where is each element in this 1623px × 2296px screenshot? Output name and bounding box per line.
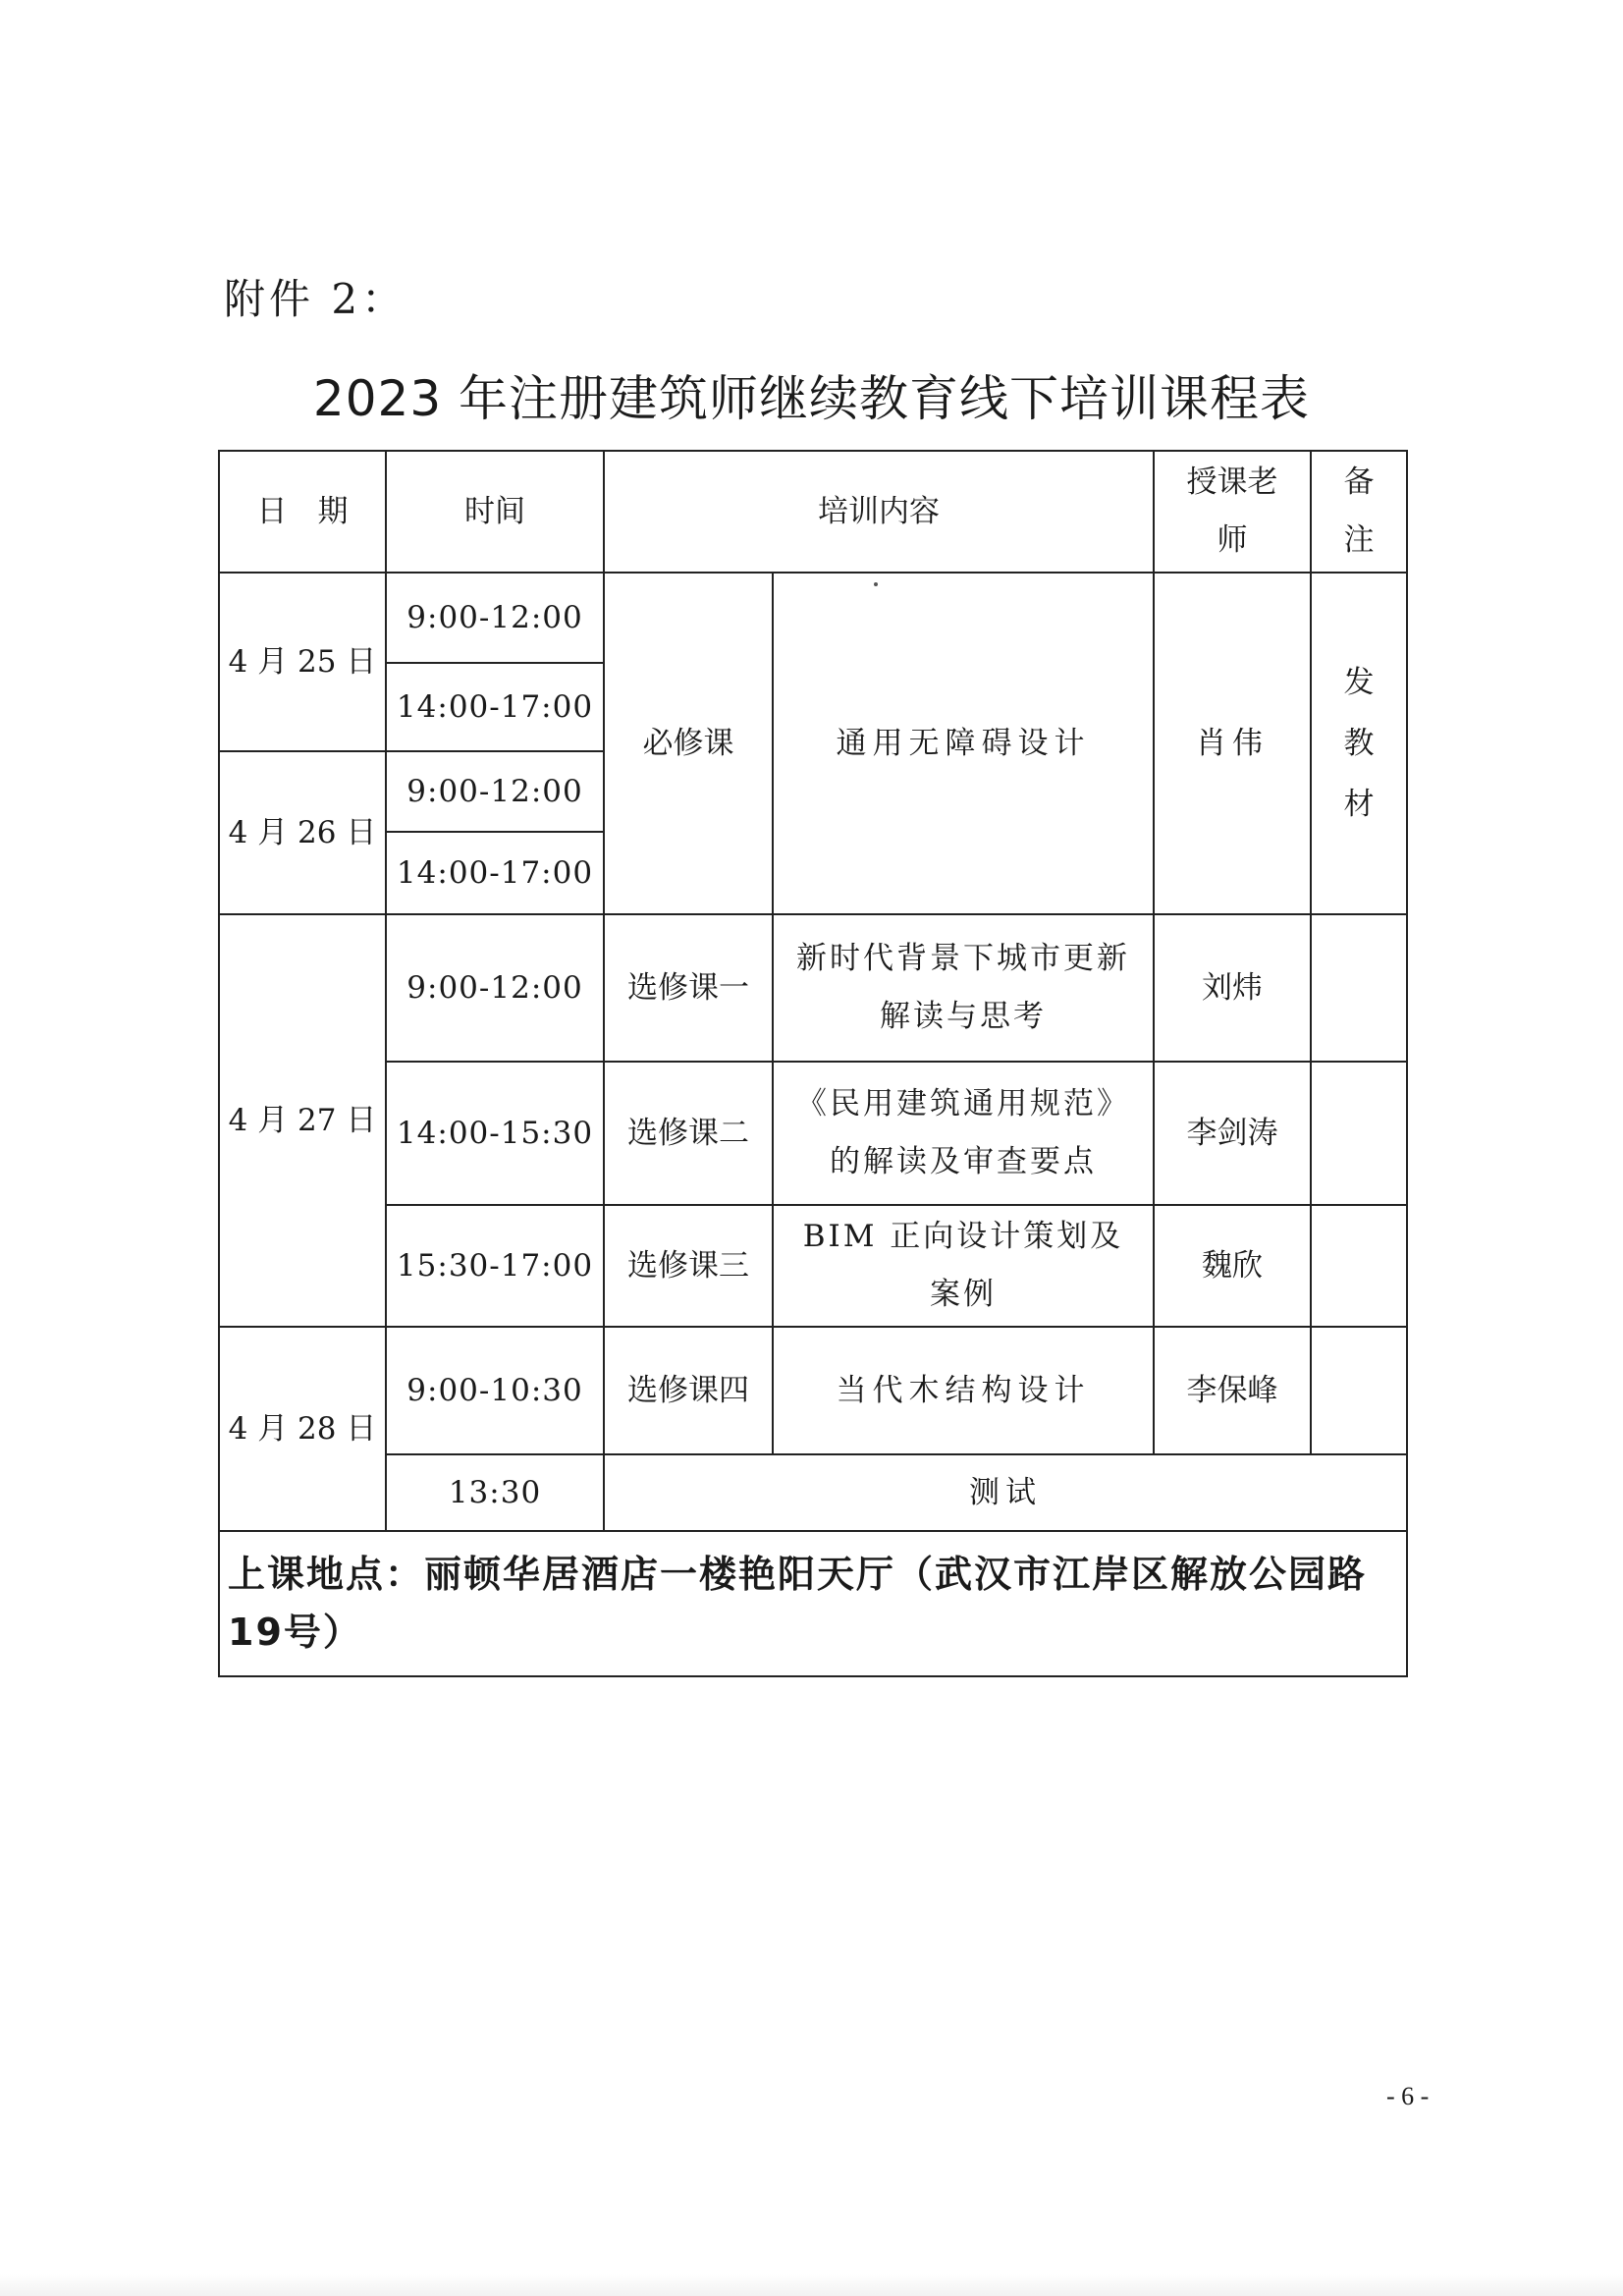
date-cell: 4 月 25 日: [219, 573, 386, 751]
table-row: [219, 1205, 1407, 1327]
date-cell: 4 月 27 日: [219, 914, 386, 1327]
table-row: [219, 1327, 1407, 1454]
teacher-cell: 刘炜: [1154, 914, 1311, 1062]
course-type-cell: 选修课一: [604, 914, 773, 1062]
course-type-cell: 必修课: [604, 573, 773, 914]
remark-cell: [1311, 1205, 1407, 1327]
teacher-cell: 魏欣: [1154, 1205, 1311, 1327]
teacher-cell: 李剑涛: [1154, 1062, 1311, 1205]
table-row: [219, 1062, 1407, 1205]
header-time: 时间: [386, 451, 604, 573]
attachment-label: 附件 2：: [224, 275, 407, 323]
time-cell: 15:30-17:00: [386, 1205, 604, 1327]
time-cell: 13:30: [386, 1454, 604, 1531]
remark-cell: [1311, 1062, 1407, 1205]
teacher-cell: 肖伟: [1154, 573, 1311, 914]
course-topic-text: 新时代背景下城市更新解读与思考: [796, 941, 1130, 1034]
remark-cell: [1311, 1327, 1407, 1454]
location-text: 上课地点：丽顿华居酒店一楼艳阳天厅（武汉市江岸区解放公园路19号）: [219, 1531, 1407, 1676]
course-topic-cell: 当代木结构设计: [773, 1327, 1154, 1454]
course-topic-text: 《民用建筑通用规范》的解读及审查要点: [796, 1086, 1130, 1179]
remark-cell: [1311, 573, 1407, 914]
remark-cell: [1311, 914, 1407, 1062]
time-cell: 9:00-10:30: [386, 1327, 604, 1454]
time-cell: 9:00-12:00: [386, 914, 604, 1062]
table-row: [219, 573, 1407, 663]
course-topic-cell: [773, 1205, 1154, 1327]
course-topic-cell: [773, 1062, 1154, 1205]
course-type-cell: 选修课四: [604, 1327, 773, 1454]
date-cell: 4 月 26 日: [219, 751, 386, 914]
page-number: - 6 -: [1386, 2082, 1430, 2110]
time-cell: 9:00-12:00: [386, 573, 604, 663]
header-row: [219, 451, 1407, 573]
date-cell: 4 月 28 日: [219, 1327, 386, 1531]
time-cell: 14:00-17:00: [386, 832, 604, 914]
table-row: [219, 1454, 1407, 1531]
header-teacher: [1154, 451, 1311, 573]
course-type-cell: 选修课二: [604, 1062, 773, 1205]
header-teacher-text: 授课老师: [1186, 465, 1278, 558]
course-topic-cell: [773, 914, 1154, 1062]
course-type-cell: 选修课三: [604, 1205, 773, 1327]
course-topic-cell: 通用无障碍设计: [773, 573, 1154, 914]
document-title: 2023 年注册建筑师继续教育线下培训课程表: [312, 370, 1311, 427]
course-schedule-table: [218, 450, 1408, 1677]
location-row: [219, 1531, 1407, 1676]
remark-text: 发教材: [1343, 665, 1375, 822]
scan-edge: [0, 2274, 1623, 2296]
header-remark: [1311, 451, 1407, 573]
time-cell: 14:00-15:30: [386, 1062, 604, 1205]
header-remark-text: 备注: [1343, 465, 1375, 558]
time-cell: 14:00-17:00: [386, 663, 604, 751]
teacher-cell: 李保峰: [1154, 1327, 1311, 1454]
header-content: 培训内容: [604, 451, 1154, 573]
header-date: 日 期: [219, 451, 386, 573]
time-cell: 9:00-12:00: [386, 751, 604, 832]
test-cell: 测试: [604, 1454, 1407, 1531]
table-row: [219, 914, 1407, 1062]
course-topic-text: BIM 正向设计策划及案例: [802, 1219, 1124, 1312]
